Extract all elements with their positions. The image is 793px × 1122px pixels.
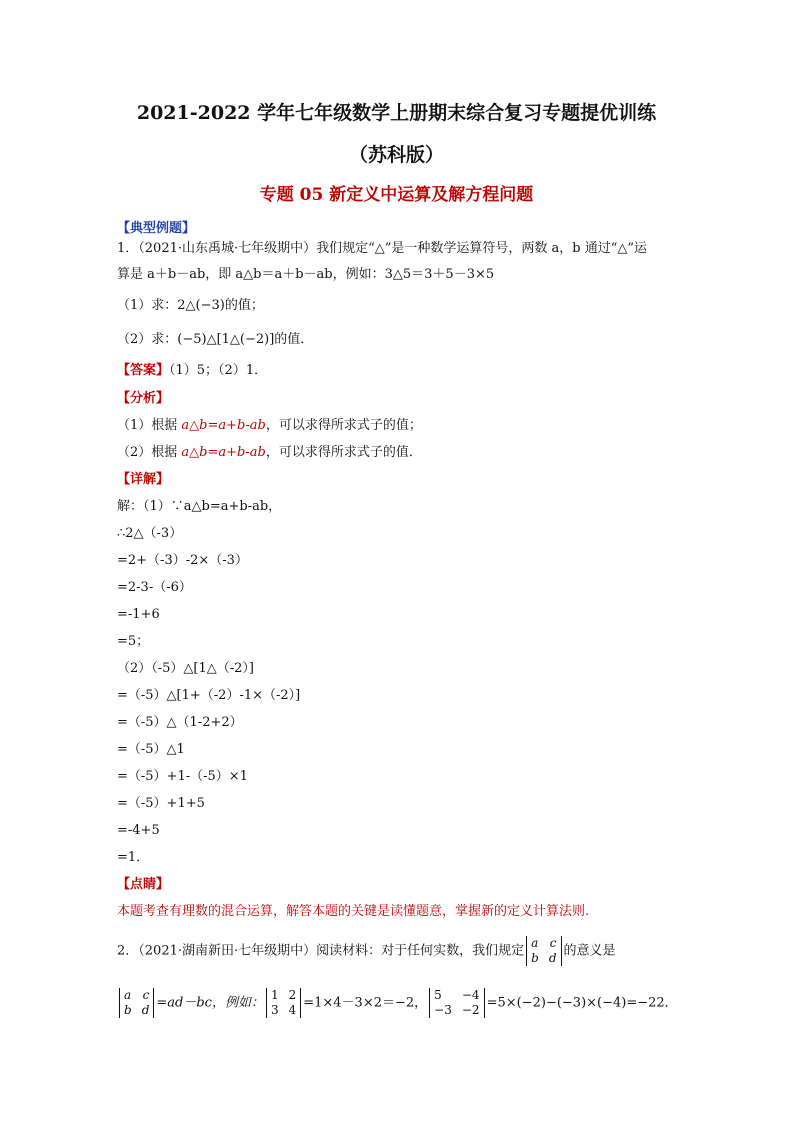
answer-tag: 【答案】 (117, 363, 170, 378)
ex2-c: −4 (461, 988, 480, 1002)
det-b: b (531, 951, 539, 965)
solution-line: =2-3-（-6） (117, 580, 192, 595)
solution-line: =（-5）△（1-2+2） (117, 715, 243, 730)
analysis1-suffix: ，可以求得所求式子的值； (265, 418, 422, 433)
topic-subtitle: 专题 05 新定义中运算及解方程问题 (259, 185, 534, 205)
solution-line: =（-5）+1+5 (117, 796, 205, 811)
analysis2-suffix: ，可以求得所求式子的值． (265, 445, 422, 460)
document-title: 2021-2022 学年七年级数学上册期末综合复习专题提优训练 (136, 102, 657, 124)
det-d: d (141, 1003, 150, 1017)
q1-part2: （2）求：(−5)△[1△(−2)]的值． (117, 332, 314, 347)
solution-line: =（-5）△[1+（-2）-1×（-2）] (117, 688, 301, 703)
solution-line: ∴2△（-3） (117, 526, 183, 541)
analysis1-formula: a△b=a+b-ab (181, 418, 266, 433)
comment-text: 本题考查有理数的混合运算，解答本题的关键是读懂题意，掌握新的定义计算法则. (117, 904, 590, 919)
solution-line: 解：（1）∵a△b=a+b-ab， (117, 499, 282, 514)
solution-line: （2）（-5）△[1△（-2）] (117, 661, 255, 676)
q2-stem-prefix: 2．（2021·湖南新田·七年级期中）阅读材料：对于任何实数，我们规定 (117, 943, 525, 959)
solution-line: =2+（-3）-2×（-3） (117, 553, 248, 568)
det-d: d (548, 951, 557, 965)
document-title-edition: （苏科版） (348, 144, 444, 166)
det-c: c (549, 936, 557, 950)
analysis-line2 (117, 444, 422, 462)
ex1-b: 3 (270, 1003, 279, 1017)
solution-line: =-4+5 (117, 823, 160, 838)
det-b: b (124, 1003, 132, 1017)
section-tag: 【典型例题】 (117, 221, 196, 236)
determinant-example-2 (429, 988, 484, 1018)
analysis-tag: 【分析】 (117, 391, 170, 406)
q2-definition (117, 988, 678, 1018)
definition-rhs: =ad－bc，例如： (156, 995, 264, 1011)
q1-stem-line1: 1．（2021·山东禹城·七年级期中）我们规定“△”是一种数学运算符号，两数 a，b 通过“△”运 (117, 241, 648, 256)
comment-tag: 【点睛】 (117, 877, 170, 892)
det-a: a (531, 936, 539, 950)
analysis1-prefix: （1）根据 (117, 418, 182, 433)
determinant-definition (119, 988, 154, 1018)
q2-stem (117, 936, 616, 966)
analysis-line1 (117, 417, 422, 435)
analysis2-formula: a△b=a+b-ab (181, 445, 266, 460)
q2-stem-suffix: 的意义是 (563, 943, 616, 959)
example1-rhs: =1×4－3×2＝−2， (303, 995, 428, 1011)
solution-line: =（-5）+1-（-5）×1 (117, 769, 248, 784)
determinant-generic (526, 936, 561, 966)
ex1-c: 2 (288, 988, 297, 1002)
det-c: c (142, 988, 150, 1002)
solution-line: =5； (117, 634, 150, 649)
analysis2-prefix: （2）根据 (117, 445, 182, 460)
ex2-d: −2 (461, 1003, 480, 1017)
detail-tag: 【详解】 (117, 472, 170, 487)
ex2-b: −3 (434, 1003, 452, 1017)
q1-stem-line2: 算是 a＋b－ab，即 a△b＝a＋b－ab，例如：3△5＝3＋5－3×5 (117, 267, 495, 282)
q1-answer (117, 362, 267, 380)
determinant-example-1 (266, 988, 301, 1018)
answer-text: （1）5；（2）1． (169, 363, 268, 378)
solution-line: =1． (117, 850, 150, 865)
solution-line: =（-5）△1 (117, 742, 185, 757)
ex2-a: 5 (434, 988, 442, 1002)
q1-part1: （1）求：2△(−3)的值； (117, 298, 264, 313)
ex1-d: 4 (288, 1003, 297, 1017)
ex1-a: 1 (270, 988, 279, 1002)
det-a: a (124, 988, 132, 1002)
solution-line: =-1+6 (117, 607, 160, 622)
example2-rhs: =5×(−2)−(−3)×(−4)=−22． (486, 995, 678, 1011)
